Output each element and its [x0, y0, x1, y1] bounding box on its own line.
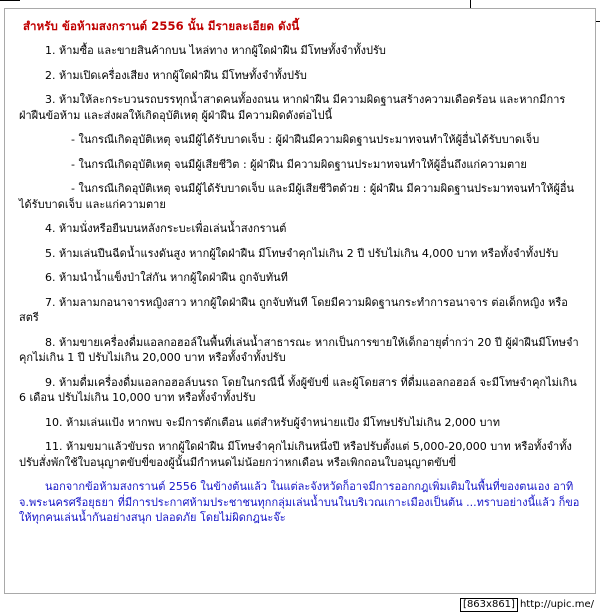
- rule-item-2: 2. ห้ามเปิดเครื่องเสียง หากผู้ใดฝ่าฝืน มีโทษทั้งจำทั้งปรับ: [45, 68, 307, 82]
- top-left-rule: [0, 0, 20, 1]
- footer-caption: [460, 598, 594, 612]
- source-url-label: http://upic.me/: [519, 599, 594, 610]
- rule-item-9: 9. ห้ามดื่มเครื่องดื่มแอลกอฮอล์บนรถ โดยในกรณีนี้ ทั้งผู้ขับขี่ และผู้โดยสาร ที่ดื่มแอลกอฮอล์ จะมีโทษจำคุกไม่เกิน 6 เดือน ปรับไม่เกิน 10,000 บาท หรือทั้งจำทั้งปรับ: [19, 375, 577, 404]
- rule-item-5: 5. ห้ามเล่นปืนฉีดน้ำแรงดันสูง หากผู้ใดฝ่าฝืน มีโทษจำคุกไม่เกิน 2 ปี ปรับไม่เกิน 4,000 บาท หรือทั้งจำทั้งปรับ: [45, 246, 559, 260]
- rule-item-10: 10. ห้ามเล่นแป้ง หากพบ จะมีการตักเตือน แต่สำหรับผู้จำหน่ายแป้ง มีโทษปรับไม่เกิน 2,000 บาท: [45, 415, 500, 429]
- rule-item-3-sub-3: - ในกรณีเกิดอุบัติเหตุ จนมีผู้ได้รับบาดเจ็บ และมีผู้เสียชีวิตด้วย : ผู้ฝ่าฝืน มีความผิดฐานประมาทจนทำให้ผู้อื่นได้รับบาดเจ็บ และแก่ความตาย: [19, 182, 575, 211]
- image-dimensions-label: [863x861]: [460, 598, 518, 612]
- closing-paragraph: นอกจากข้อห้ามสงกรานต์ 2556 ในข้างต้นแล้ว ในแต่ละจังหวัดก็อาจมีการออกกฎเพิ่มเติมในพื้นที่ของตนเอง อาทิ จ.พระนครศรีอยุธยา ที่มีการประกาศห้ามประชาชนทุกกลุ่มเล่นน้ำบนในบริเวณเกาะเมืองเป็นต้น ...ทราบอย่างนี้แล้ว ก็ขอให้ทุกคนเล่นน้ำกันอย่างสนุก ปลอดภัย โดยไม่ผิดกฎนะจ๊ะ: [19, 480, 580, 524]
- rule-item-4: 4. ห้ามนั่งหรือยืนบนหลังกระบะเพื่อเล่นน้ำสงกรานต์: [45, 222, 287, 235]
- rule-item-3: 3. ห้ามให้ละกระบวนรถบรรทุกน้ำสาดคนทั้องถนน หากฝ่าฝืน มีความผิดฐานสร้างความเดือดร้อน และหากมีการฝ่าฝืนข้อห้าม และส่งผลให้เกิดอุบัติเหตุ ผู้ฝ่าฝืน มีความผิดดังต่อไปนี้: [19, 93, 566, 122]
- document-frame: [4, 8, 596, 594]
- rule-item-6: 6. ห้ามนำน้ำแข็งป่าใส่กัน หากผู้ใดฝ่าฝืน ถูกจับทันที: [45, 271, 288, 284]
- rule-item-8: 8. ห้ามขายเครื่องดื่มแอลกอฮอล์ในพื้นที่เล่นน้ำสาธารณะ หากเป็นการขายให้เด็กอายุต่ำกว่า 20 ปี ผู้ฝ่าฝืนมีโทษจำคุกไม่เกิน 1 ปี ปรับไม่เกิน 20,000 บาท หรือทั้งจำทั้งปรับ: [19, 335, 579, 364]
- rule-item-11: 11. ห้ามขมาแล้วขับรถ หากผู้ใดฝ่าฝืน มีโทษจำคุกไม่เกินหนึ่งปี หรือปรับตั้งแต่ 5,000-20,000 บาท หรือทั้งจำทั้งปรับสั่งพักใช้ใบอนุญาตขับขี่ของผู้นั้นมีกำหนดไม่น้อยกว่าหกเดือน หรือเพิกถอนใบอนุญาตขับขี่: [19, 440, 572, 469]
- rule-item-7: 7. ห้ามลามกอนาจารหญิงสาว หากผู้ใดฝ่าฝืน ถูกจับทันที โดยมีความผิดฐานกระทำการอนาจาร ต่อเด็กหญิง หรือสตรี: [19, 295, 568, 324]
- rule-item-1: 1. ห้ามซื้อ และขายสินค้ากบน ไหล่ทาง หากผู้ใดฝ่าฝืน มีโทษทั้งจำทั้งปรับ: [45, 44, 386, 57]
- rule-item-3-sub-1: - ในกรณีเกิดอุบัติเหตุ จนมีผู้ได้รับบาดเจ็บ : ผู้ฝ่าฝืนมีความผิดฐานประมาทจนทำให้ผู้อื่นได้รับบาดเจ็บ: [71, 133, 540, 146]
- rule-item-3-sub-2: - ในกรณีเกิดอุบัติเหตุ จนมีผู้เสียชีวิต : ผู้ฝ่าฝืน มีความผิดฐานประมาทจนทำให้ผู้อื่นถึงแก่ความตาย: [71, 157, 527, 171]
- page-title: สำหรับ ข้อห้ามสงกรานต์ 2556 นั้น มีรายละเอียด ดังนี้: [23, 19, 300, 33]
- document-body: [5, 9, 595, 532]
